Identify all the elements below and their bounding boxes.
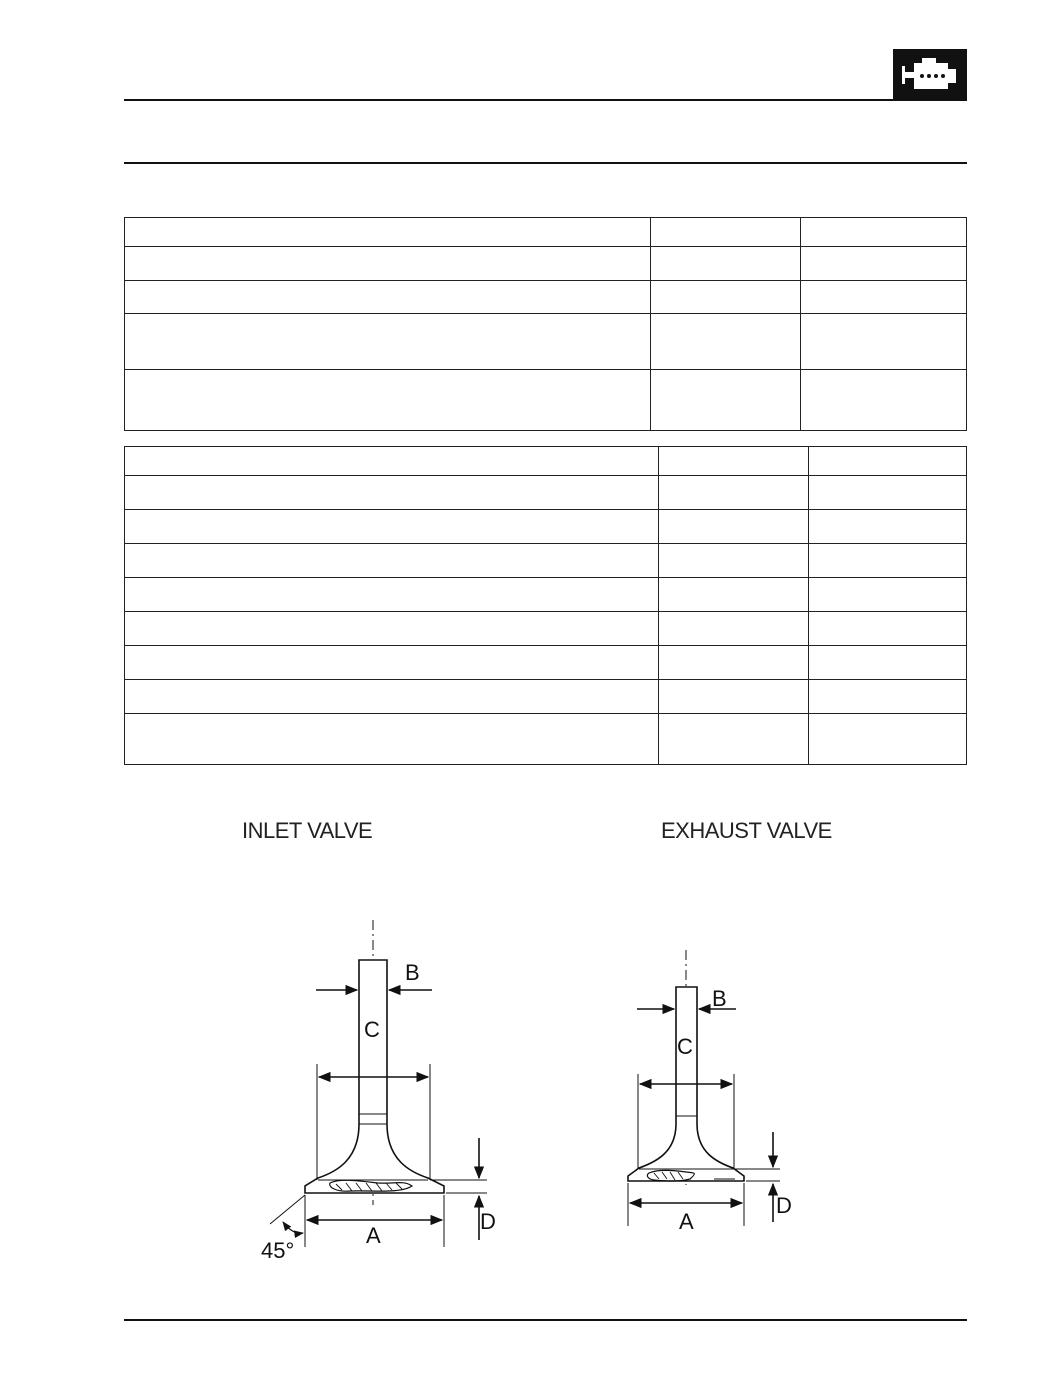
exhaust-valve-caption: EXHAUST VALVE <box>661 818 832 843</box>
spec-table-upper <box>124 217 967 431</box>
table-row <box>125 314 967 370</box>
table-cell <box>809 510 967 544</box>
table-cell <box>125 646 659 680</box>
table-row <box>125 218 967 247</box>
table-row <box>125 680 967 714</box>
spec-table-lower <box>124 446 967 765</box>
table-cell <box>659 646 809 680</box>
valve-diagrams <box>0 880 1040 1280</box>
table-cell <box>659 447 809 476</box>
table-cell <box>809 612 967 646</box>
table-cell <box>659 612 809 646</box>
table-row <box>125 370 967 431</box>
inlet-label-d: D <box>480 1209 496 1234</box>
table-cell <box>659 544 809 578</box>
exhaust-label-a: A <box>679 1209 694 1234</box>
table-cell <box>809 714 967 765</box>
table-row <box>125 510 967 544</box>
table-cell <box>659 510 809 544</box>
inlet-label-b: B <box>405 960 420 985</box>
table-cell <box>801 247 967 281</box>
table-cell <box>659 680 809 714</box>
footer-rule <box>124 1319 967 1321</box>
inlet-valve-caption: INLET VALVE <box>242 818 373 843</box>
table-cell <box>651 314 801 370</box>
table-cell <box>651 247 801 281</box>
table-cell <box>651 281 801 314</box>
table-cell <box>125 612 659 646</box>
exhaust-valve-drawing <box>628 950 780 1226</box>
table-cell <box>125 476 659 510</box>
table-cell <box>125 680 659 714</box>
exhaust-label-b: B <box>712 986 727 1011</box>
table-cell <box>125 314 651 370</box>
table-cell <box>125 218 651 247</box>
table-cell <box>125 510 659 544</box>
engine-section-badge <box>893 49 967 101</box>
table-cell <box>125 578 659 612</box>
table-row <box>125 544 967 578</box>
table-cell <box>125 714 659 765</box>
table-cell <box>125 281 651 314</box>
exhaust-label-d: D <box>776 1193 792 1218</box>
table-cell <box>651 218 801 247</box>
table-row <box>125 247 967 281</box>
table-cell <box>801 218 967 247</box>
inlet-label-a: A <box>366 1223 381 1248</box>
table-cell <box>659 476 809 510</box>
table-cell <box>809 476 967 510</box>
inlet-angle-label: 45° <box>261 1238 295 1263</box>
exhaust-label-c: C <box>677 1034 693 1059</box>
table-cell <box>125 447 659 476</box>
inlet-valve-drawing <box>270 920 487 1247</box>
table-row <box>125 578 967 612</box>
table-row <box>125 476 967 510</box>
table-cell <box>125 370 651 431</box>
table-cell <box>801 370 967 431</box>
table-cell <box>659 714 809 765</box>
table-row <box>125 646 967 680</box>
table-row <box>125 447 967 476</box>
engine-icon <box>898 55 962 95</box>
table-cell <box>809 447 967 476</box>
section-rule <box>124 162 967 164</box>
header-rule <box>124 99 967 101</box>
table-cell <box>801 281 967 314</box>
table-cell <box>125 247 651 281</box>
inlet-label-c: C <box>364 1017 380 1042</box>
table-cell <box>809 544 967 578</box>
table-cell <box>809 680 967 714</box>
table-cell <box>801 314 967 370</box>
table-row <box>125 281 967 314</box>
table-cell <box>125 544 659 578</box>
table-row <box>125 612 967 646</box>
table-row <box>125 714 967 765</box>
table-cell <box>659 578 809 612</box>
table-cell <box>809 578 967 612</box>
table-cell <box>809 646 967 680</box>
table-cell <box>651 370 801 431</box>
